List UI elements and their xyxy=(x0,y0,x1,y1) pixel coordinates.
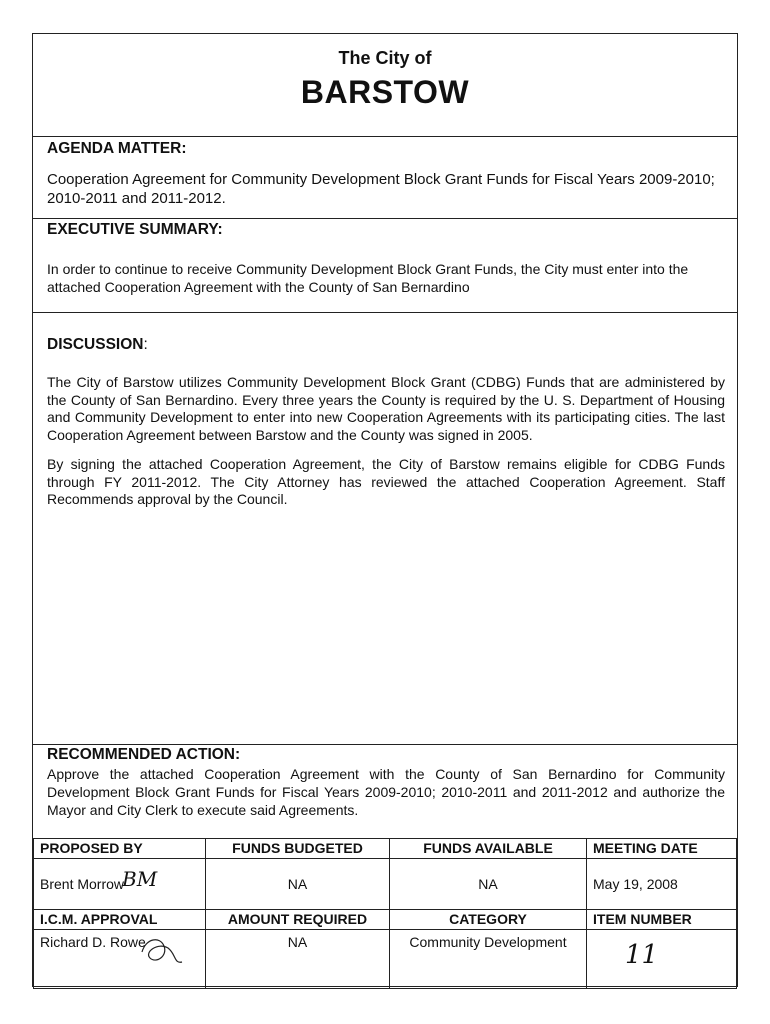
discussion-paragraph: The City of Barstow utilizes Community Development Block Grant (CDBG) Funds that are administered by the County of San Bernardino. Every three years the County is required by the U. S. Department of Housing and Community Development to enter into new Cooperation Agreements with its participating cities. The last Cooperation Agreement between Barstow and the County was signed in 2005. xyxy=(47,374,725,443)
footer-value-row xyxy=(34,930,737,989)
agenda-matter-heading: AGENDA MATTER: xyxy=(47,140,187,157)
divider xyxy=(33,744,737,745)
city-of-label: The City of xyxy=(338,48,432,68)
agenda-matter-text: Cooperation Agreement for Community Development Block Grant Funds for Fiscal Years 2009-2010; 2010-2011 and 2011-2012. xyxy=(47,171,715,207)
icm-approval-name: Richard D. Rowe xyxy=(40,934,146,950)
agenda-form xyxy=(32,33,738,987)
divider xyxy=(33,136,737,137)
executive-summary-heading: EXECUTIVE SUMMARY: xyxy=(47,221,223,238)
footer-header-row xyxy=(34,910,737,930)
category-header: CATEGORY xyxy=(390,910,587,930)
divider xyxy=(33,218,737,219)
meeting-date-value: May 19, 2008 xyxy=(587,859,737,910)
signature-scribble xyxy=(134,932,194,972)
proposed-by-name: Brent Morrow xyxy=(40,876,125,892)
funds-budgeted-value: NA xyxy=(206,859,390,910)
discussion-paragraph: By signing the attached Cooperation Agreement, the City of Barstow remains eligible for CDBG Funds through FY 2011-2012. The City Attorney has reviewed the attached Cooperation Agreement. Staff Recommends approval by the Council. xyxy=(47,456,725,507)
executive-summary-text: In order to continue to receive Community Development Block Grant Funds, the City must enter into the attached Cooperation Agreement with the County of San Bernardino xyxy=(47,261,689,295)
handwritten-item-number: 11 xyxy=(625,940,659,970)
handwritten-initials: BM xyxy=(122,867,158,891)
agenda-footer-table xyxy=(33,838,737,989)
city-name-title: BARSTOW xyxy=(300,74,470,110)
recommended-action-heading: RECOMMENDED ACTION: xyxy=(47,746,241,763)
divider xyxy=(33,312,737,313)
discussion-body xyxy=(47,374,725,521)
funds-budgeted-header: FUNDS BUDGETED xyxy=(206,839,390,859)
meeting-date-header: MEETING DATE xyxy=(587,839,737,859)
funds-available-header: FUNDS AVAILABLE xyxy=(390,839,587,859)
funds-available-value: NA xyxy=(390,859,587,910)
icm-approval-header: I.C.M. APPROVAL xyxy=(34,910,206,930)
proposed-by-value xyxy=(34,859,206,910)
category-value: Community Development xyxy=(390,930,587,989)
footer-header-row xyxy=(34,839,737,859)
item-number-value xyxy=(587,930,737,989)
footer-value-row xyxy=(34,859,737,910)
amount-required-value: NA xyxy=(206,930,390,989)
discussion-heading xyxy=(47,336,148,354)
icm-approval-value xyxy=(34,930,206,989)
item-number-header: ITEM NUMBER xyxy=(587,910,737,930)
proposed-by-header: PROPOSED BY xyxy=(34,839,206,859)
discussion-heading-colon: : xyxy=(143,336,148,353)
discussion-heading-text: DISCUSSION xyxy=(47,336,144,353)
amount-required-header: AMOUNT REQUIRED xyxy=(206,910,390,930)
recommended-action-text: Approve the attached Cooperation Agreement with the County of San Bernardino for Community Development Block Grant Funds for Fiscal Years 2009-2010; 2010-2011 and 2011-2012 and authorize the Mayor and City Clerk to execute said Agreements. xyxy=(47,766,725,818)
